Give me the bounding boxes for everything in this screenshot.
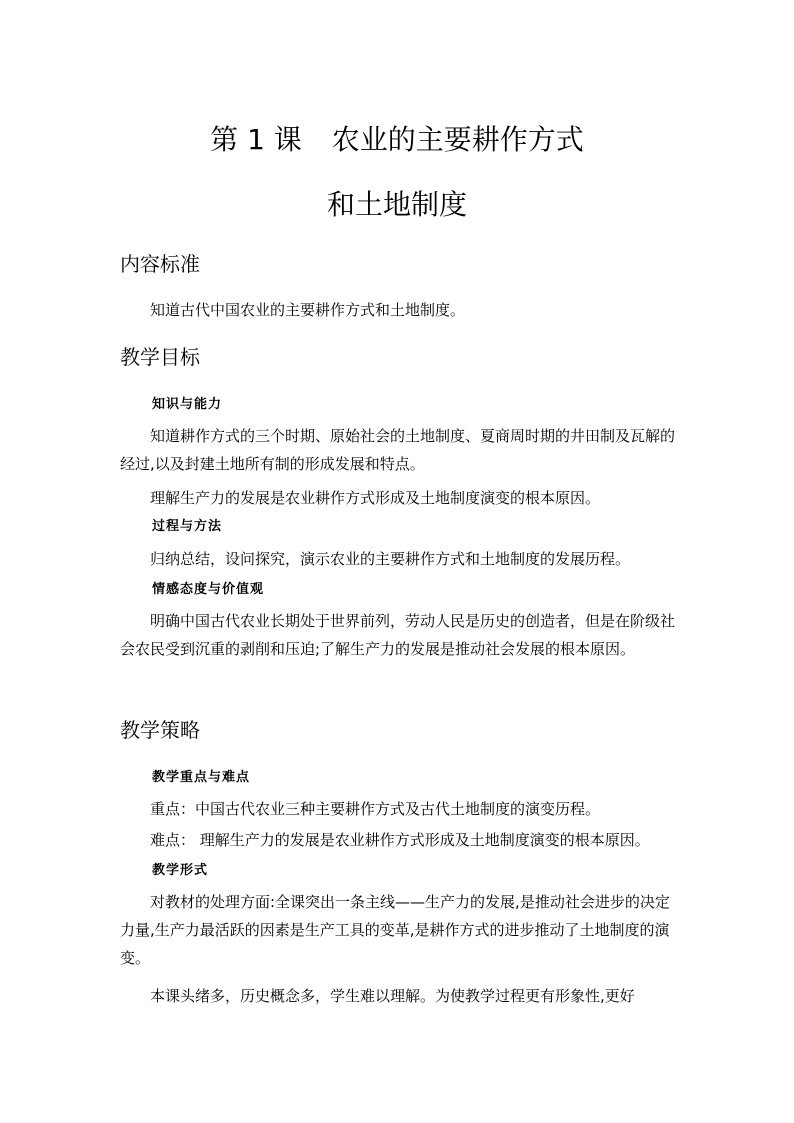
subheading-process: 过程与方法 bbox=[152, 519, 223, 534]
lesson-title-line1: 农业的主要耕作方式 bbox=[331, 123, 584, 156]
paragraph-teaching-form-2: 本课头绪多，历史概念多，学生难以理解。为使教学过程更有形象性,更好 bbox=[150, 987, 635, 1005]
paragraph-difficult-point: 难点： 理解生产力的发展是农业耕作方式形成及土地制度演变的根本原因。 bbox=[150, 831, 650, 849]
paragraph-knowledge-2: 理解生产力的发展是农业耕作方式形成及土地制度演变的根本原因。 bbox=[150, 489, 601, 507]
subheading-key-points: 教学重点与难点 bbox=[152, 770, 251, 785]
paragraph-content-standard: 知道古代中国农业的主要耕作方式和土地制度。 bbox=[150, 301, 466, 319]
heading-teaching-goals: 教学目标 bbox=[120, 345, 200, 369]
paragraph-key-point: 重点：中国古代农业三种主要耕作方式及古代土地制度的演变历程。 bbox=[150, 800, 601, 818]
paragraph-attitude: 明确中国古代农业长期处于世界前列，劳动人民是历史的创造者，但是在阶级社会农民受到沉重的剥削和压迫;了解生产力的发展是推动社会发展的根本原因。 bbox=[120, 612, 676, 658]
lesson-number: 第 1 课 bbox=[210, 123, 302, 156]
lesson-title-line2: 和土地制度 bbox=[326, 188, 467, 221]
paragraph-teaching-form-1: 对教材的处理方面:全课突出一条主线——生产力的发展,是推动社会进步的决定力量,生产力最活跃的因素是生产工具的变革,是耕作方式的进步推动了土地制度的演变。 bbox=[120, 893, 670, 967]
subheading-knowledge: 知识与能力 bbox=[152, 397, 223, 412]
heading-teaching-strategy: 教学策略 bbox=[120, 718, 200, 742]
subheading-teaching-form: 教学形式 bbox=[152, 863, 209, 878]
paragraph-process: 归纳总结，设问探究，演示农业的主要耕作方式和土地制度的发展历程。 bbox=[150, 550, 631, 568]
subheading-attitude: 情感态度与价值观 bbox=[152, 582, 265, 597]
lesson-title bbox=[0, 118, 794, 158]
paragraph-knowledge-1: 知道耕作方式的三个时期、原始社会的土地制度、夏商周时期的井田制及瓦解的经过,以及封建土地所有制的形成发展和特点。 bbox=[120, 427, 676, 473]
heading-content-standard: 内容标准 bbox=[120, 252, 200, 276]
